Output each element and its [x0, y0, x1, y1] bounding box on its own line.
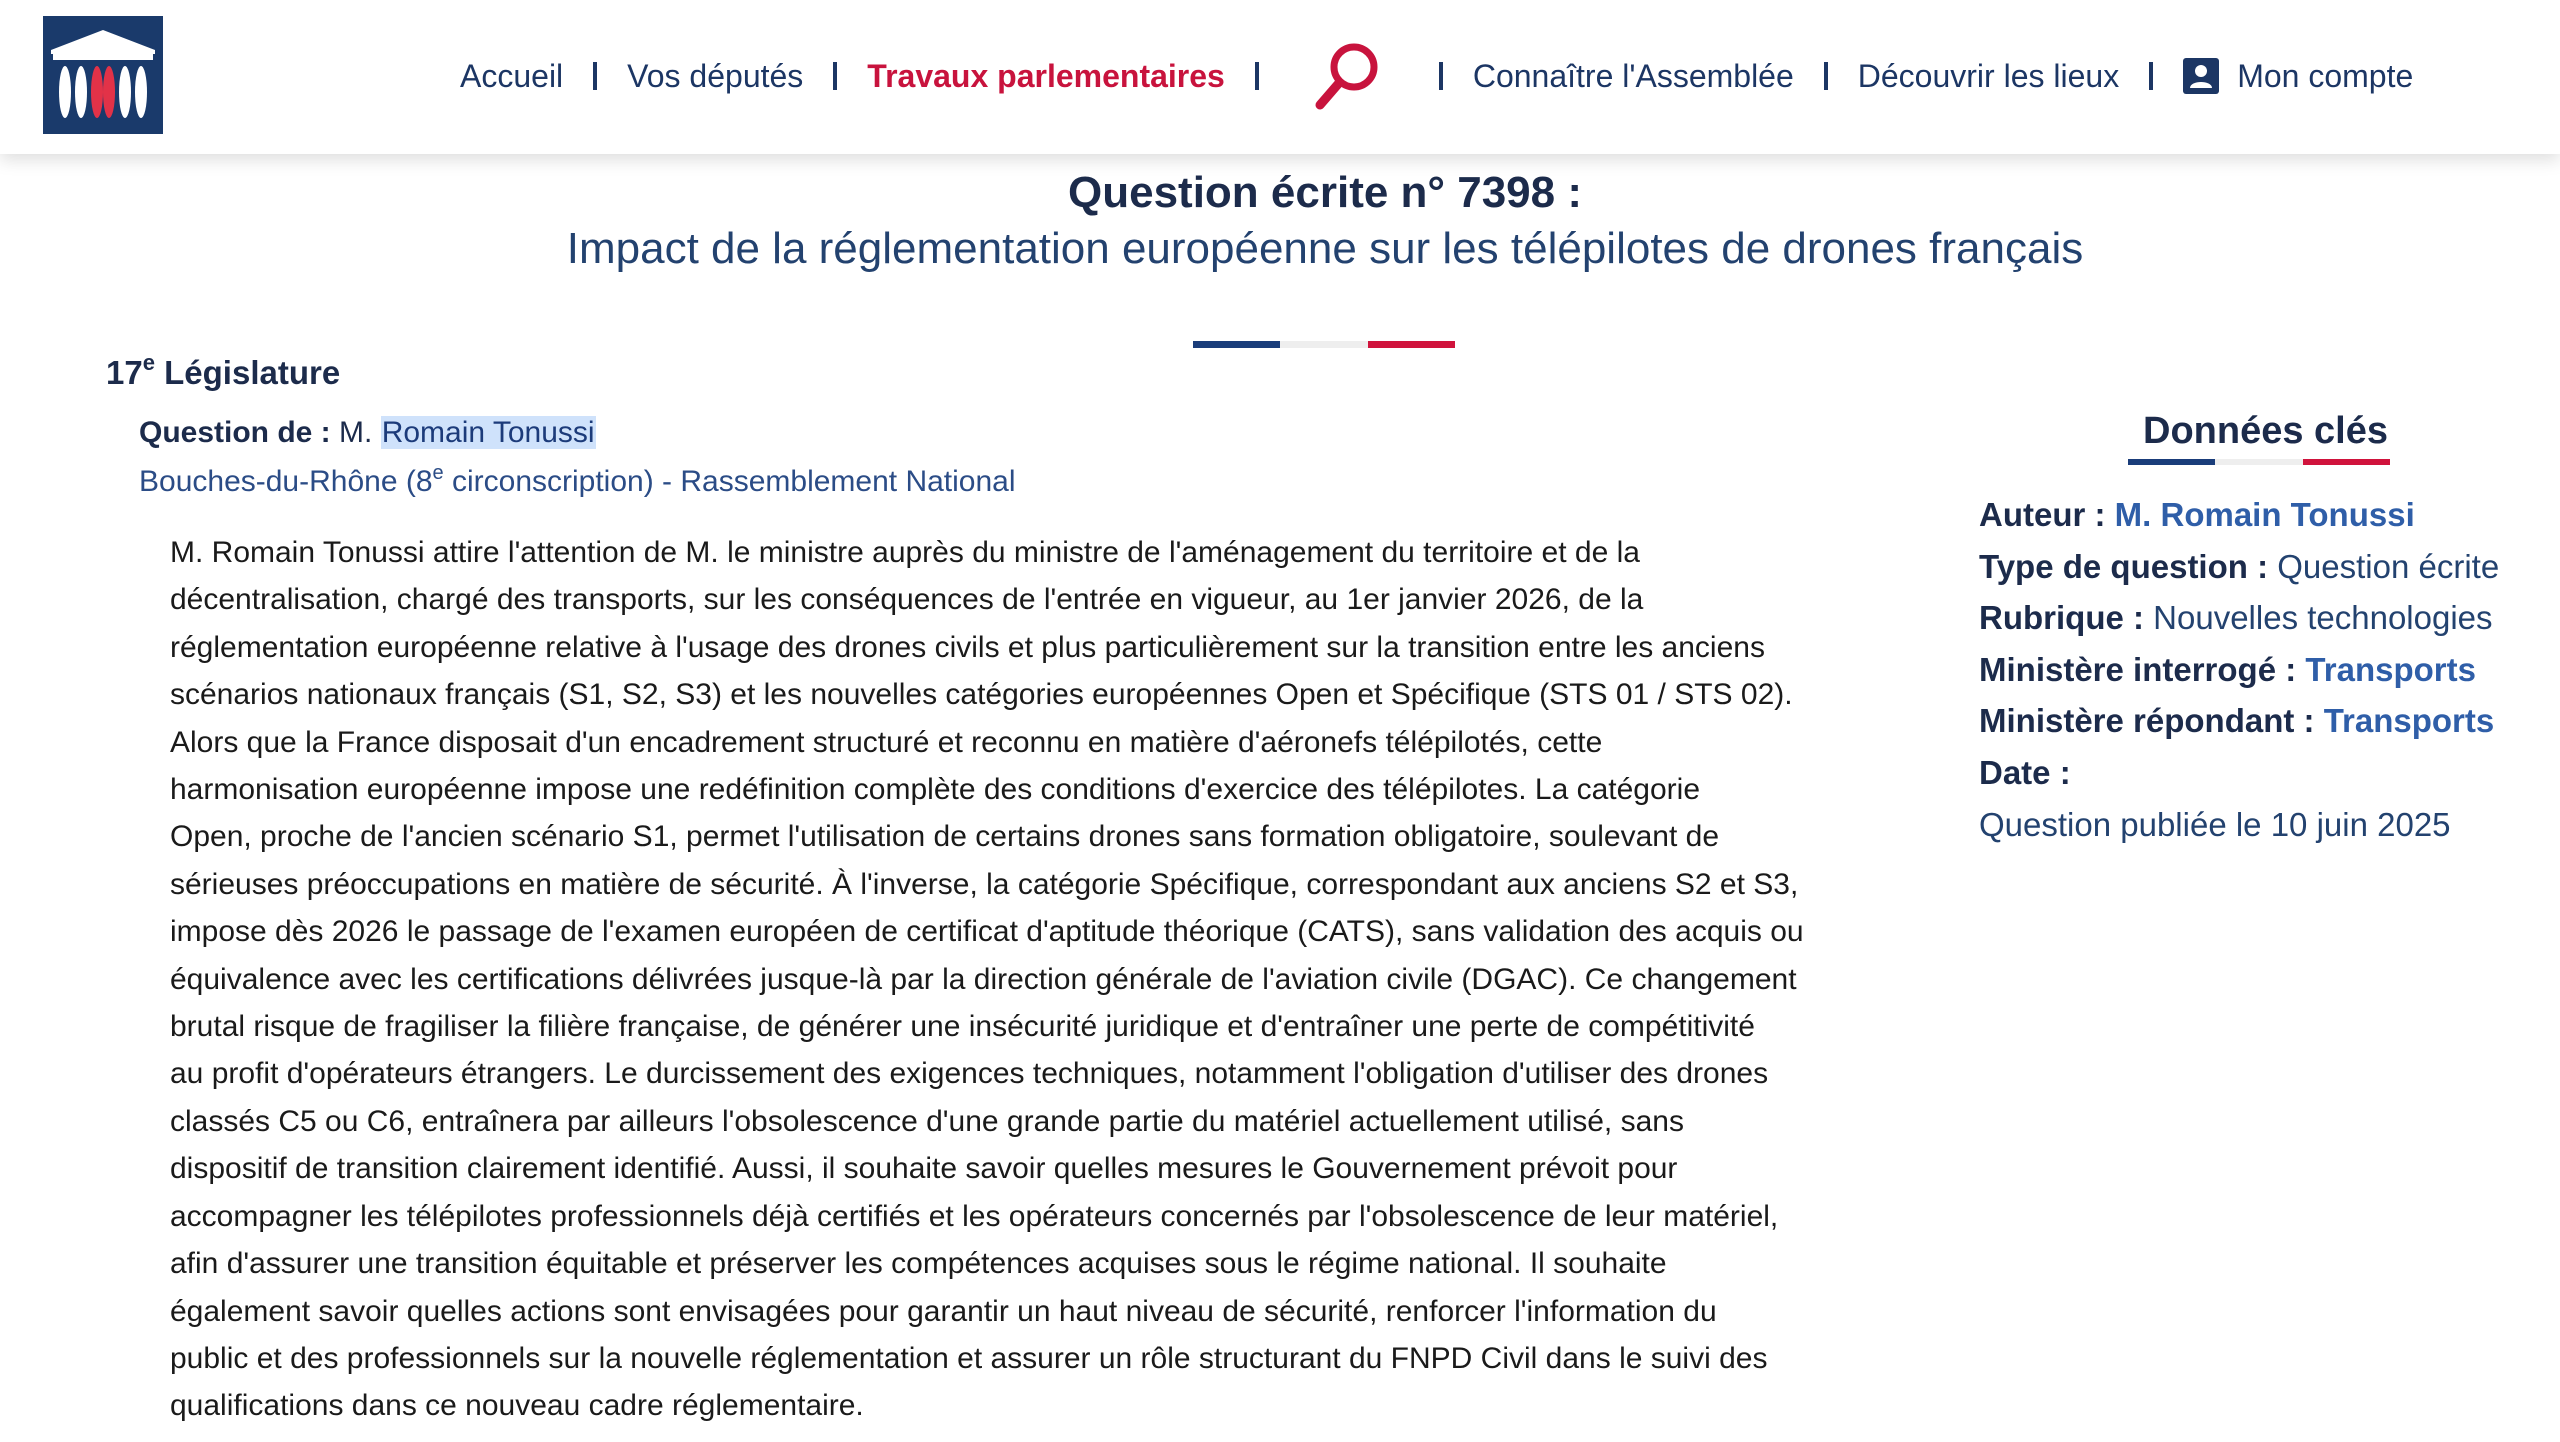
tricolor-divider: [1193, 341, 1455, 348]
nav-separator: [1255, 62, 1259, 90]
question-de-label: Question de :: [139, 416, 331, 449]
key-ministere-interroge-row: Ministère interrogé : Transports: [1979, 650, 2476, 688]
site-header: [0, 0, 2560, 154]
key-rubrique-row: Rubrique : Nouvelles technologies: [1979, 599, 2493, 637]
key-ministere-repondant-row: Ministère répondant : Transports: [1979, 702, 2495, 740]
body-line: harmonisation européenne impose une redéfinition complète des conditions d'exercice des télépilotes. La catégorie: [170, 773, 1701, 807]
body-line: brutal risque de fragiliser la filière française, de générer une insécurité juridique et d'entraîner une perte de compétitivité: [170, 1010, 1755, 1044]
legislature-heading: 17e Législature: [106, 350, 341, 391]
key-ministere-interroge-link[interactable]: Transports: [2305, 650, 2476, 688]
nav-separator: [833, 62, 837, 90]
assemblee-nationale-logo[interactable]: [43, 16, 163, 134]
body-line: afin d'assurer une transition équitable et préserver les compétences acquises sous le régime national. Il souhaite: [170, 1247, 1667, 1281]
account-label: Mon compte: [2237, 57, 2414, 94]
search-button[interactable]: [1309, 36, 1389, 116]
nav-separator: [1439, 62, 1443, 90]
body-line: équivalence avec les certifications délivrées jusque-là par la direction générale de l'aviation civile (DGAC). Ce changement: [170, 962, 1797, 996]
body-line: également savoir quelles actions sont envisagées pour garantir un haut niveau de sécurité, renforcer l'information du: [170, 1294, 1717, 1328]
key-auteur-link[interactable]: M. Romain Tonussi: [2114, 496, 2415, 533]
nav-separator: [1824, 62, 1828, 90]
circonscription-line: Bouches-du-Rhône (8e circonscription) - Rassemblement National: [139, 462, 1016, 498]
question-author-prefix: M.: [339, 416, 373, 449]
body-line: décentralisation, chargé des transports, sur les conséquences de l'entrée en vigueur, au 1er janvier 2026, de la: [170, 583, 1644, 617]
key-data-title: Données clés: [2143, 410, 2388, 452]
main-nav: [460, 36, 2413, 116]
question-author-name[interactable]: Romain Tonussi: [381, 416, 595, 449]
body-line: au profit d'opérateurs étrangers. Le durcissement des exigences techniques, notamment l'obligation d'utiliser des drones: [170, 1057, 1769, 1091]
body-line: public et des professionnels sur la nouvelle réglementation et assurer un rôle structurant du FNPD Civil dans le suivi des: [170, 1341, 1768, 1375]
key-date-row: Date :: [1979, 753, 2071, 791]
body-line: qualifications dans ce nouveau cadre réglementaire.: [170, 1389, 864, 1423]
nav-separator: [593, 62, 597, 90]
key-ministere-repondant-link[interactable]: Transports: [2323, 702, 2495, 740]
body-line: accompagner les télépilotes professionnels déjà certifiés et les opérateurs concernés par l'obsolescence de leur matériel,: [170, 1199, 1779, 1233]
nav-separator: [2149, 62, 2153, 90]
account-link[interactable]: [2183, 58, 2413, 95]
user-icon: [2183, 58, 2219, 94]
body-line: Alors que la France disposait d'un encadrement structuré et reconnu en matière d'aéronefs télépilotés, cette: [170, 725, 1603, 759]
key-date-value: Question publiée le 10 juin 2025: [1979, 805, 2451, 843]
key-auteur-row: Auteur : M. Romain Tonussi: [1979, 496, 2415, 533]
search-icon: [1312, 39, 1386, 113]
key-data-list: [1979, 489, 2499, 850]
body-line: sérieuses préoccupations en matière de sécurité. À l'inverse, la catégorie Spécifique, correspondant aux anciens S2 et S3,: [170, 867, 1799, 901]
main-content: [0, 154, 2560, 1442]
key-data-underline: [2128, 459, 2390, 465]
nav-connaitre-assemblee[interactable]: Connaître l'Assemblée: [1472, 57, 1794, 94]
nav-travaux-parlementaires[interactable]: Travaux parlementaires: [867, 57, 1225, 94]
body-line: classés C5 ou C6, entraînera par ailleurs l'obsolescence d'une grande partie du matériel actuellement utilisé, sans: [170, 1104, 1684, 1138]
nav-decouvrir-lieux[interactable]: Découvrir les lieux: [1857, 57, 2120, 94]
body-line: scénarios nationaux français (S1, S2, S3) et les nouvelles catégories européennes Open et Spécifique (STS 01 / STS 02).: [170, 678, 1793, 712]
body-line: M. Romain Tonussi attire l'attention de M. le ministre auprès du ministre de l'aménagement du territoire et de la: [170, 536, 1640, 569]
page-subtitle: Impact de la réglementation européenne sur les télépilotes de drones français: [566, 224, 2084, 273]
question-body: [170, 529, 1870, 1430]
nav-vos-deputes[interactable]: Vos députés: [627, 57, 804, 94]
body-line: Open, proche de l'ancien scénario S1, permet l'utilisation de certains drones sans formation obligatoire, soulevant de: [170, 820, 1720, 854]
body-line: dispositif de transition clairement identifié. Aussi, il souhaite savoir quelles mesures le Gouvernement prévoit pour: [170, 1152, 1678, 1186]
body-line: impose dès 2026 le passage de l'examen européen de certificat d'aptitude théorique (CATS), sans validation des acquis ou: [170, 915, 1804, 949]
nav-accueil[interactable]: Accueil: [460, 57, 564, 94]
key-type-row: Type de question : Question écrite: [1979, 547, 2500, 585]
body-line: réglementation européenne relative à l'usage des drones civils et plus particulièrement sur la transition entre les anciens: [170, 630, 1765, 664]
question-author-line: [139, 416, 596, 450]
page-title: Question écrite n° 7398 :: [1068, 168, 1582, 217]
